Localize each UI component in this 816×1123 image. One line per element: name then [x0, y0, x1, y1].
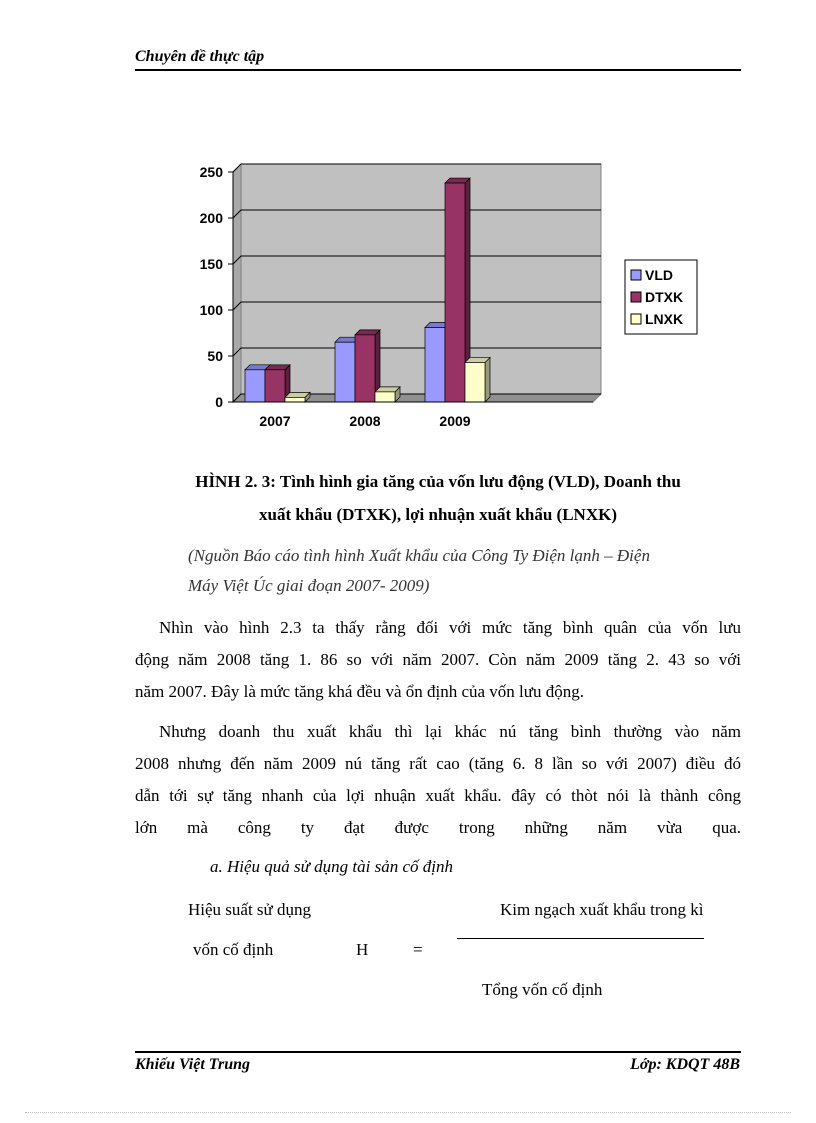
paragraph-2-line-2: 2008 nhưng đến năm 2009 nú tăng rất cao (tăng 6. 8 lần so với 2007) điều đó	[135, 754, 741, 773]
chart-bar	[355, 335, 375, 402]
chart-bar	[265, 370, 285, 402]
word: được	[394, 818, 429, 837]
word: đạt	[343, 818, 365, 837]
chart-x-tick-label: 2009	[439, 413, 471, 429]
word: những	[524, 818, 568, 837]
footer-class: Lớp: KDQT 48B	[630, 1056, 740, 1073]
fraction-bar	[457, 938, 704, 939]
chart-bar	[425, 327, 445, 402]
subsection-heading: a. Hiệu quả sử dụng tài sản cố định	[210, 857, 454, 876]
bar-chart	[185, 160, 715, 445]
paragraph-2-line-4	[135, 812, 741, 844]
paragraph-1-line-3: năm 2007. Đây là mức tăng khá đều và ổn định của vốn lưu động.	[135, 682, 584, 701]
footer-author: Khiếu Việt Trung	[135, 1056, 250, 1073]
chart-y-axis	[200, 164, 233, 410]
chart-x-tick-label: 2007	[259, 413, 291, 429]
formula-label-line-1: Hiệu suất sử dụng	[188, 900, 312, 919]
word: lớn	[135, 818, 158, 837]
word: qua.	[712, 818, 741, 837]
chart-y-tick-label: 100	[199, 302, 223, 318]
paragraph-2	[135, 716, 741, 844]
chart-legend-swatch	[631, 314, 641, 324]
chart-bar	[285, 397, 305, 402]
chart-legend-label: VLD	[645, 267, 673, 283]
chart-bar	[375, 392, 395, 402]
chart-bar-side	[485, 357, 490, 402]
chart-legend-label: LNXK	[645, 311, 684, 327]
chart-legend-label: DTXK	[645, 289, 684, 305]
header-divider	[135, 69, 741, 71]
formula-symbol: H	[356, 940, 369, 959]
formula-equals: =	[413, 940, 423, 959]
paragraph-2-line-1: Nhưng doanh thu xuất khẩu thì lại khác nú tăng bình thường vào năm	[159, 722, 741, 741]
chart-side-wall	[233, 164, 241, 402]
figure-caption-line-2: xuất khẩu (DTXK), lợi nhuận xuất khẩu (LNXK)	[258, 505, 617, 524]
chart-legend	[625, 260, 697, 334]
figure-caption-line-1: HÌNH 2. 3: Tình hình gia tăng của vốn lưu động (VLD), Doanh thu	[195, 472, 681, 491]
chart-bar	[445, 183, 465, 402]
word: mà	[187, 818, 208, 837]
page-bottom-dotted-line	[25, 1112, 791, 1113]
paragraph-2-line-3: dẫn tới sự tăng nhanh của lợi nhuận xuất khẩu. đây có thòt nói là thành công	[135, 786, 741, 805]
word: năm	[597, 818, 628, 837]
chart-y-tick-label: 200	[199, 210, 223, 226]
paragraph-1-line-2: động năm 2008 tăng 1. 86 so với năm 2007. Còn năm 2009 tăng 2. 43 so với	[135, 650, 741, 669]
chart-x-axis	[233, 402, 593, 429]
word: trong	[458, 818, 495, 837]
chart-y-tick-label: 0	[215, 394, 223, 410]
word: ty	[300, 818, 315, 837]
chart-y-tick-label: 250	[199, 164, 223, 180]
chart-x-tick-label: 2008	[349, 413, 381, 429]
chart-legend-swatch	[631, 292, 641, 302]
word: công	[237, 818, 271, 837]
source-note-line-1: (Nguồn Báo cáo tình hình Xuất khẩu của Công Ty Điện lạnh – Điện	[188, 546, 650, 565]
formula-denominator: Tổng vốn cố định	[482, 980, 603, 999]
source-note-line-2: Máy Việt Úc giai đoạn 2007- 2009)	[188, 576, 430, 595]
chart-bar	[465, 362, 485, 402]
paragraph-1	[135, 612, 741, 708]
formula-label-line-2: vốn cố định	[193, 940, 274, 959]
chart-back-wall	[241, 164, 601, 394]
chart-bar	[335, 342, 355, 402]
paragraph-1-line-1: Nhìn vào hình 2.3 ta thấy rằng đối với mức tăng bình quân của vốn lưu	[159, 618, 741, 637]
formula-numerator: Kim ngạch xuất khẩu trong kì	[500, 900, 704, 919]
footer-divider	[135, 1051, 741, 1053]
page-header-title: Chuyên đề thực tập	[135, 48, 265, 65]
chart-legend-swatch	[631, 270, 641, 280]
chart-bar	[245, 370, 265, 402]
word: vừa	[657, 818, 683, 837]
chart-y-tick-label: 50	[207, 348, 223, 364]
chart-y-tick-label: 150	[199, 256, 223, 272]
